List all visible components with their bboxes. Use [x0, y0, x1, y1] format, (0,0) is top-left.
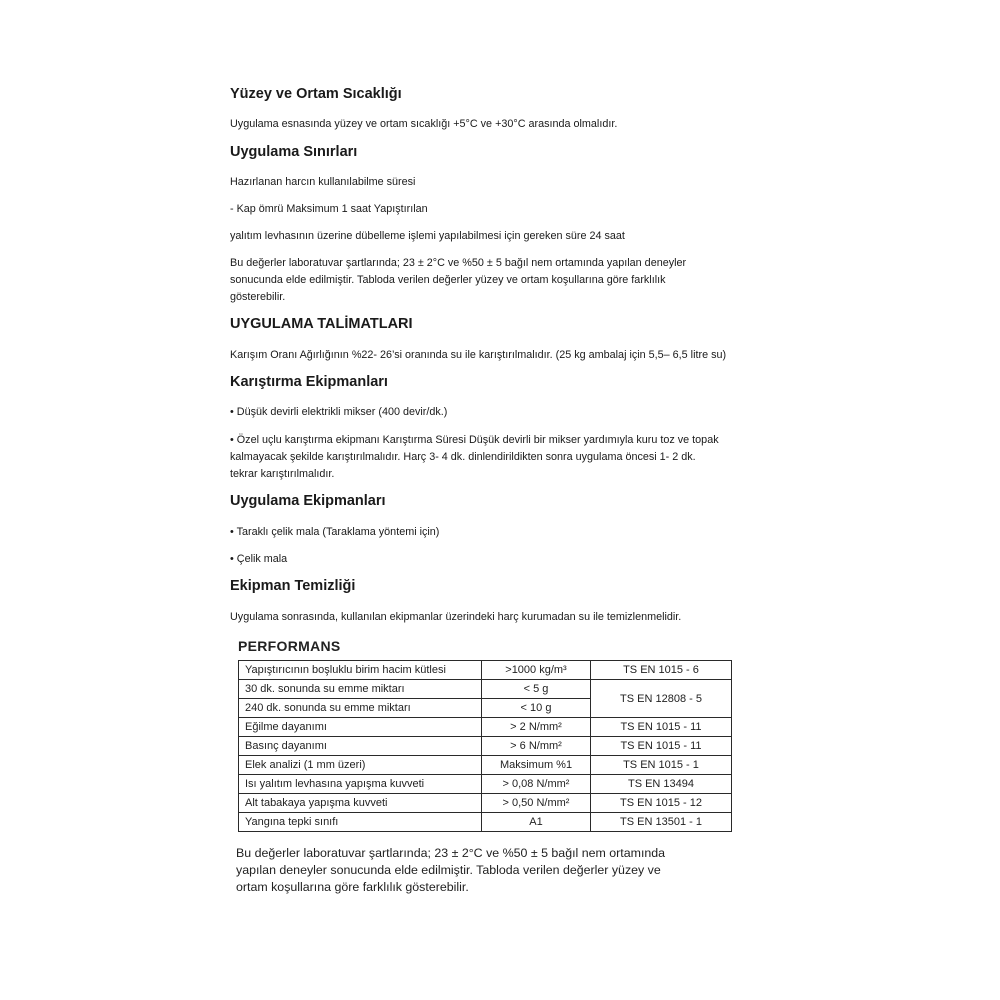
- paragraph-line: - Kap ömrü Maksimum 1 saat Yapıştırılan: [230, 203, 428, 215]
- performance-footnote: [236, 845, 665, 896]
- paragraph-line: Karışım Oranı Ağırlığının %22- 26’si oranında su ile karıştırılmalıdır. (25 kg ambalaj için 5,5– 6,5 litre su): [230, 349, 727, 361]
- performance-title: PERFORMANS: [238, 638, 341, 654]
- value-cell: < 5 g: [482, 680, 591, 699]
- footnote-line: yapılan deneyler sonucunda elde edilmiştir. Tabloda verilen değerler yüzey ve: [236, 863, 661, 877]
- property-cell: Elek analizi (1 mm üzeri): [239, 756, 482, 775]
- standard-cell: TS EN 1015 - 12: [591, 794, 732, 813]
- paragraph-line: • Çelik mala: [230, 553, 288, 565]
- paragraph-line: Hazırlanan harcın kullanılabilme süresi: [230, 176, 416, 188]
- value-cell: A1: [482, 813, 591, 832]
- table-row: [239, 680, 732, 699]
- paragraph-line: yalıtım levhasının üzerine dübelleme işlemi yapılabilmesi için gereken süre 24 saat: [230, 230, 625, 242]
- standard-cell: TS EN 1015 - 11: [591, 737, 732, 756]
- paragraph: [230, 609, 681, 626]
- paragraph-line: • Taraklı çelik mala (Taraklama yöntemi için): [230, 526, 440, 538]
- standard-cell: TS EN 12808 - 5: [591, 680, 732, 718]
- value-cell: >1000 kg/m³: [482, 661, 591, 680]
- value-cell: > 2 N/mm²: [482, 718, 591, 737]
- table-row: [239, 661, 732, 680]
- paragraph: [230, 174, 415, 191]
- paragraph-line: gösterebilir.: [230, 291, 286, 303]
- table-row: [239, 775, 732, 794]
- paragraph-line: Uygulama esnasında yüzey ve ortam sıcaklığı +5°C ve +30°C arasında olmalıdır.: [230, 118, 618, 130]
- value-cell: > 0,08 N/mm²: [482, 775, 591, 794]
- section-heading: Karıştırma Ekipmanları: [230, 374, 388, 390]
- property-cell: Isı yalıtım levhasına yapışma kuvveti: [239, 775, 482, 794]
- property-cell: Basınç dayanımı: [239, 737, 482, 756]
- value-cell: > 0,50 N/mm²: [482, 794, 591, 813]
- paragraph: [230, 116, 617, 133]
- paragraph: [230, 255, 686, 306]
- paragraph-line: • Özel uçlu karıştırma ekipmanı Karıştırma Süresi Düşük devirli bir mikser yardımıyla kuru toz ve topak: [230, 434, 719, 446]
- table-row: [239, 756, 732, 775]
- table-row: [239, 813, 732, 832]
- table-row: [239, 737, 732, 756]
- paragraph-line: sonucunda elde edilmiştir. Tabloda verilen değerler yüzey ve ortam koşullarına göre farklılık: [230, 274, 666, 286]
- paragraph-line: Bu değerler laboratuvar şartlarında; 23 ± 2°C ve %50 ± 5 bağıl nem ortamında yapılan deneyler: [230, 257, 687, 269]
- footnote-line: ortam koşullarına göre farklılık gösterebilir.: [236, 880, 469, 894]
- section-heading: Ekipman Temizliği: [230, 578, 356, 594]
- performance-table: [238, 660, 732, 832]
- standard-cell: TS EN 1015 - 1: [591, 756, 732, 775]
- section-heading: Uygulama Sınırları: [230, 144, 358, 160]
- property-cell: 240 dk. sonunda su emme miktarı: [239, 699, 482, 718]
- section-heading: UYGULAMA TALİMATLARI: [230, 316, 413, 332]
- table-row: [239, 794, 732, 813]
- value-cell: < 10 g: [482, 699, 591, 718]
- paragraph-line: • Düşük devirli elektrikli mikser (400 devir/dk.): [230, 406, 448, 418]
- paragraph: [230, 228, 625, 245]
- section-heading: Yüzey ve Ortam Sıcaklığı: [230, 86, 402, 102]
- property-cell: Alt tabakaya yapışma kuvveti: [239, 794, 482, 813]
- paragraph: [230, 347, 726, 364]
- paragraph: [230, 432, 719, 483]
- standard-cell: TS EN 1015 - 11: [591, 718, 732, 737]
- section-heading: Uygulama Ekipmanları: [230, 493, 386, 509]
- standard-cell: TS EN 13494: [591, 775, 732, 794]
- paragraph-line: Uygulama sonrasında, kullanılan ekipmanlar üzerindeki harç kurumadan su ile temizlenmelidir.: [230, 611, 682, 623]
- paragraph-line: tekrar karıştırılmalıdır.: [230, 468, 335, 480]
- property-cell: 30 dk. sonunda su emme miktarı: [239, 680, 482, 699]
- standard-cell: TS EN 1015 - 6: [591, 661, 732, 680]
- value-cell: > 6 N/mm²: [482, 737, 591, 756]
- table-row: [239, 718, 732, 737]
- property-cell: Yapıştırıcının boşluklu birim hacim kütlesi: [239, 661, 482, 680]
- value-cell: Maksimum %1: [482, 756, 591, 775]
- property-cell: Eğilme dayanımı: [239, 718, 482, 737]
- paragraph: [230, 404, 447, 421]
- footnote-line: Bu değerler laboratuvar şartlarında; 23 ± 2°C ve %50 ± 5 bağıl nem ortamında: [236, 846, 666, 860]
- paragraph: [230, 524, 439, 541]
- property-cell: Yangına tepki sınıfı: [239, 813, 482, 832]
- paragraph: [230, 551, 287, 568]
- paragraph: [230, 201, 428, 218]
- standard-cell: TS EN 13501 - 1: [591, 813, 732, 832]
- paragraph-line: kalmayacak şekilde karıştırılmalıdır. Harç 3- 4 dk. dinlendirildikten sonra uygulama öncesi 1- 2 dk.: [230, 451, 696, 463]
